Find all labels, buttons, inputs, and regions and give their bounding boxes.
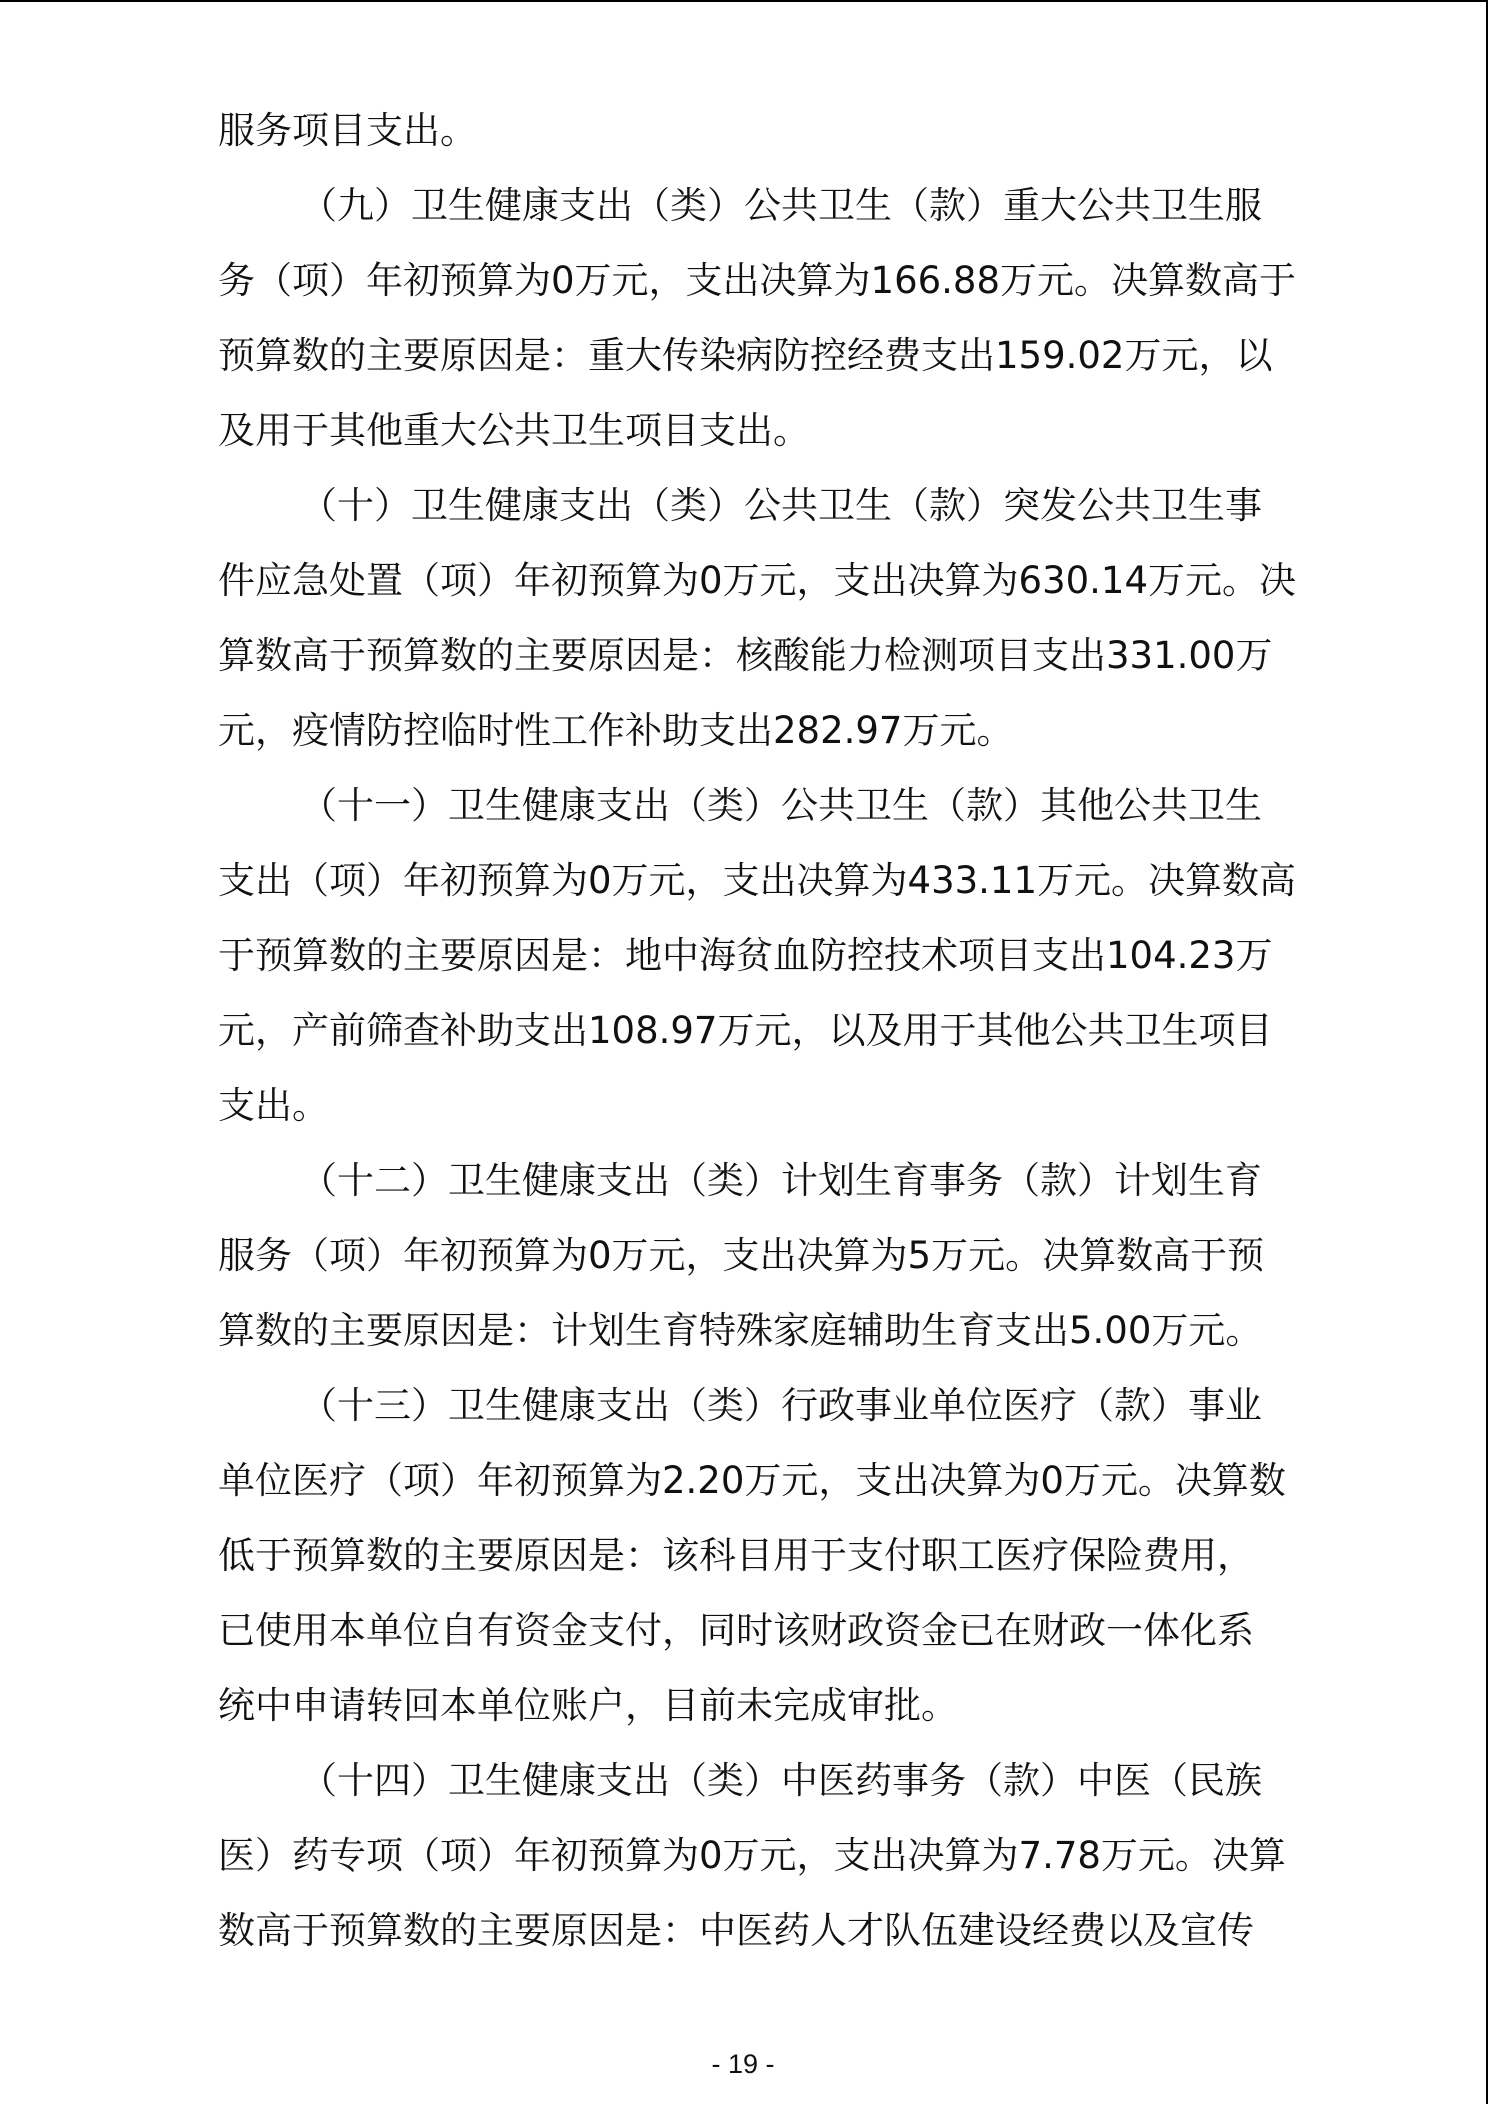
body-text-line: 件应急处置（项）年初预算为0万元，支出决算为630.14万元。决	[218, 559, 1297, 602]
body-text-line: 预算数的主要原因是：重大传染病防控经费支出159.02万元，以	[218, 334, 1273, 377]
body-text-line: 低于预算数的主要原因是：该科目用于支付职工医疗保险费用，	[218, 1534, 1254, 1577]
body-text-line: 已使用本单位自有资金支付，同时该财政资金已在财政一体化系	[218, 1609, 1254, 1652]
paragraph-heading-line: （十二）卫生健康支出（类）计划生育事务（款）计划生育	[300, 1159, 1262, 1202]
body-text-line: 统中申请转回本单位账户，目前未完成审批。	[218, 1684, 958, 1727]
body-text-line: 于预算数的主要原因是：地中海贫血防控技术项目支出104.23万	[218, 934, 1273, 977]
paragraph-heading-line: （十三）卫生健康支出（类）行政事业单位医疗（款）事业	[300, 1384, 1262, 1427]
paragraph-heading-line: （九）卫生健康支出（类）公共卫生（款）重大公共卫生服	[300, 184, 1262, 227]
body-text-line: 务（项）年初预算为0万元，支出决算为166.88万元。决算数高于	[218, 259, 1297, 302]
paragraph-heading-line: （十一）卫生健康支出（类）公共卫生（款）其他公共卫生	[300, 784, 1262, 827]
body-text-line: 数高于预算数的主要原因是：中医药人才队伍建设经费以及宣传	[218, 1909, 1254, 1952]
body-text-line: 服务（项）年初预算为0万元，支出决算为5万元。决算数高于预	[218, 1234, 1265, 1277]
page-number: - 19 -	[711, 2049, 775, 2079]
body-text-line: 元，产前筛查补助支出108.97万元，以及用于其他公共卫生项目	[218, 1009, 1273, 1052]
body-text-line: 支出。	[218, 1084, 329, 1127]
body-text-line: 算数高于预算数的主要原因是：核酸能力检测项目支出331.00万	[218, 634, 1273, 677]
body-text-line: 元，疫情防控临时性工作补助支出282.97万元。	[218, 709, 1014, 752]
paragraph-heading-line: （十）卫生健康支出（类）公共卫生（款）突发公共卫生事	[300, 484, 1262, 527]
paragraph-heading-line: （十四）卫生健康支出（类）中医药事务（款）中医（民族	[300, 1759, 1262, 1802]
body-text-line: 服务项目支出。	[218, 109, 477, 152]
body-text-line: 支出（项）年初预算为0万元，支出决算为433.11万元。决算数高	[218, 859, 1297, 902]
body-text-line: 医）药专项（项）年初预算为0万元，支出决算为7.78万元。决算	[218, 1834, 1286, 1877]
body-text-line: 单位医疗（项）年初预算为2.20万元，支出决算为0万元。决算数	[218, 1459, 1286, 1502]
body-text-line: 及用于其他重大公共卫生项目支出。	[218, 409, 810, 452]
body-text-line: 算数的主要原因是：计划生育特殊家庭辅助生育支出5.00万元。	[218, 1309, 1263, 1352]
